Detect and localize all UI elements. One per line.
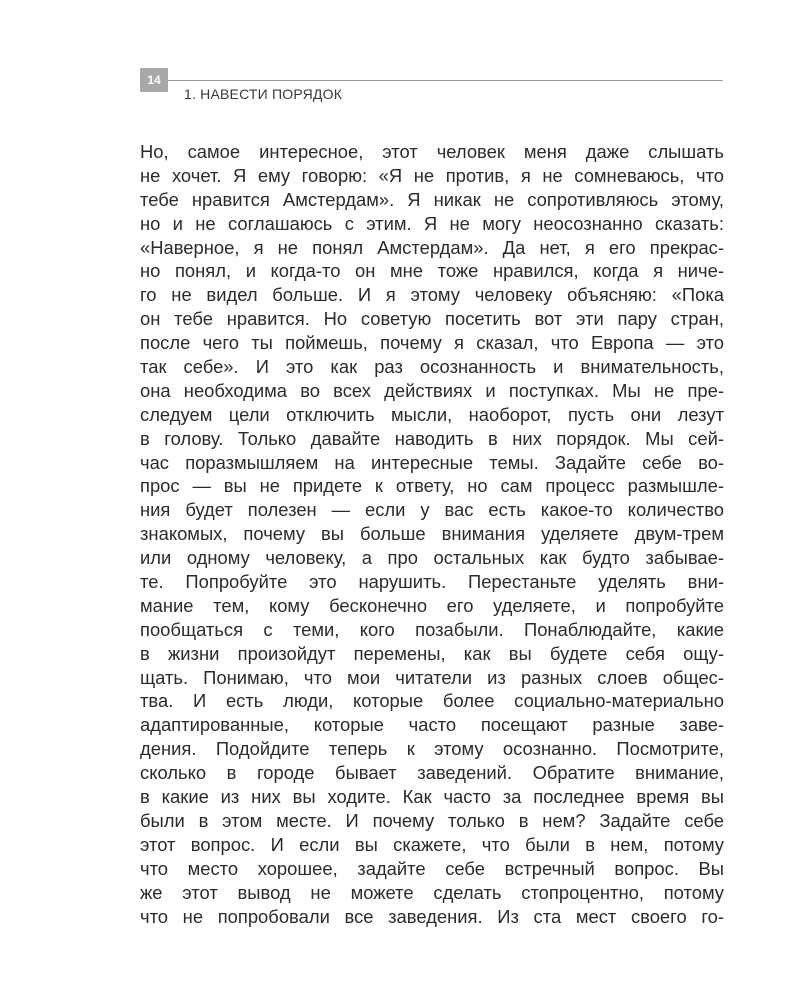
chapter-title: 1. НАВЕСТИ ПОРЯДОК — [184, 86, 343, 102]
text-line: но понял, и когда-то он мне тоже нравился, когда я ниче- — [140, 260, 724, 282]
header-divider — [168, 80, 723, 81]
text-line: он тебе нравится. Но советую посетить вот эти пару стран, — [140, 308, 724, 330]
text-line: не хочет. Я ему говорю: «Я не против, я не сомневаюсь, что — [140, 164, 724, 186]
text-line: что не попробовали все заведения. Из ста мест своего го- — [140, 905, 724, 927]
text-line: ния будет полезен — если у вас есть какое-то количество — [140, 499, 724, 521]
text-line: адаптированные, которые часто посещают разные заве- — [140, 714, 724, 736]
text-line: тва. И есть люди, которые более социально-материально — [140, 690, 724, 712]
text-line: так себе». И это как раз осознанность и внимательность, — [140, 356, 724, 378]
text-line: час поразмышляем на интересные темы. Задайте себе во- — [140, 451, 724, 473]
text-line: знакомых, почему вы больше внимания уделяете двум-трем — [140, 523, 724, 545]
text-line: дения. Подойдите теперь к этому осознанно. Посмотрите, — [140, 738, 724, 760]
text-line: в какие из них вы ходите. Как часто за последнее время вы — [140, 786, 724, 808]
text-line: или одному человеку, а про остальных как будто забывае- — [140, 547, 724, 569]
text-line: пообщаться с теми, кого позабыли. Понаблюдайте, какие — [140, 618, 724, 640]
text-line: что место хорошее, задайте себе встречный вопрос. Вы — [140, 857, 724, 879]
text-line: следуем цели отключить мысли, наоборот, пусть они лезут — [140, 403, 724, 425]
text-line: го не видел больше. И я этому человеку объясняю: «Пока — [140, 284, 724, 306]
body-text — [140, 140, 724, 928]
text-line: этот вопрос. И если вы скажете, что были в нем, потому — [140, 833, 724, 855]
text-line: были в этом месте. И почему только в нем? Задайте себе — [140, 809, 724, 831]
text-line: Но, самое интересное, этот человек меня даже слышать — [140, 141, 724, 162]
text-line: прос — вы не придете к ответу, но сам процесс размышле- — [140, 475, 724, 497]
text-line: «Наверное, я не понял Амстердам». Да нет, я его прекрас- — [140, 236, 724, 258]
text-line: же этот вывод не можете сделать стопроцентно, потому — [140, 881, 724, 903]
text-line: она необходима во всех действиях и поступках. Мы не пре- — [140, 379, 724, 401]
text-line: мание тем, кому бесконечно его уделяете, и попробуйте — [140, 594, 724, 616]
text-line: сколько в городе бывает заведений. Обратите внимание, — [140, 762, 724, 784]
text-line: в голову. Только давайте наводить в них порядок. Мы сей- — [140, 427, 724, 449]
text-line: щать. Понимаю, что мои читатели из разных слоев общес- — [140, 666, 724, 688]
text-line: но и не соглашаюсь с этим. Я не могу неосознанно сказать: — [140, 212, 724, 234]
page-number: 14 — [140, 68, 168, 92]
text-line: после чего ты поймешь, почему я сказал, что Европа — это — [140, 332, 724, 354]
text-line: те. Попробуйте это нарушить. Перестаньте уделять вни- — [140, 571, 724, 593]
text-line: тебе нравится Амстердам». Я никак не сопротивляюсь этому, — [140, 188, 724, 210]
text-line: в жизни произойдут перемены, как вы будете себя ощу- — [140, 642, 724, 664]
